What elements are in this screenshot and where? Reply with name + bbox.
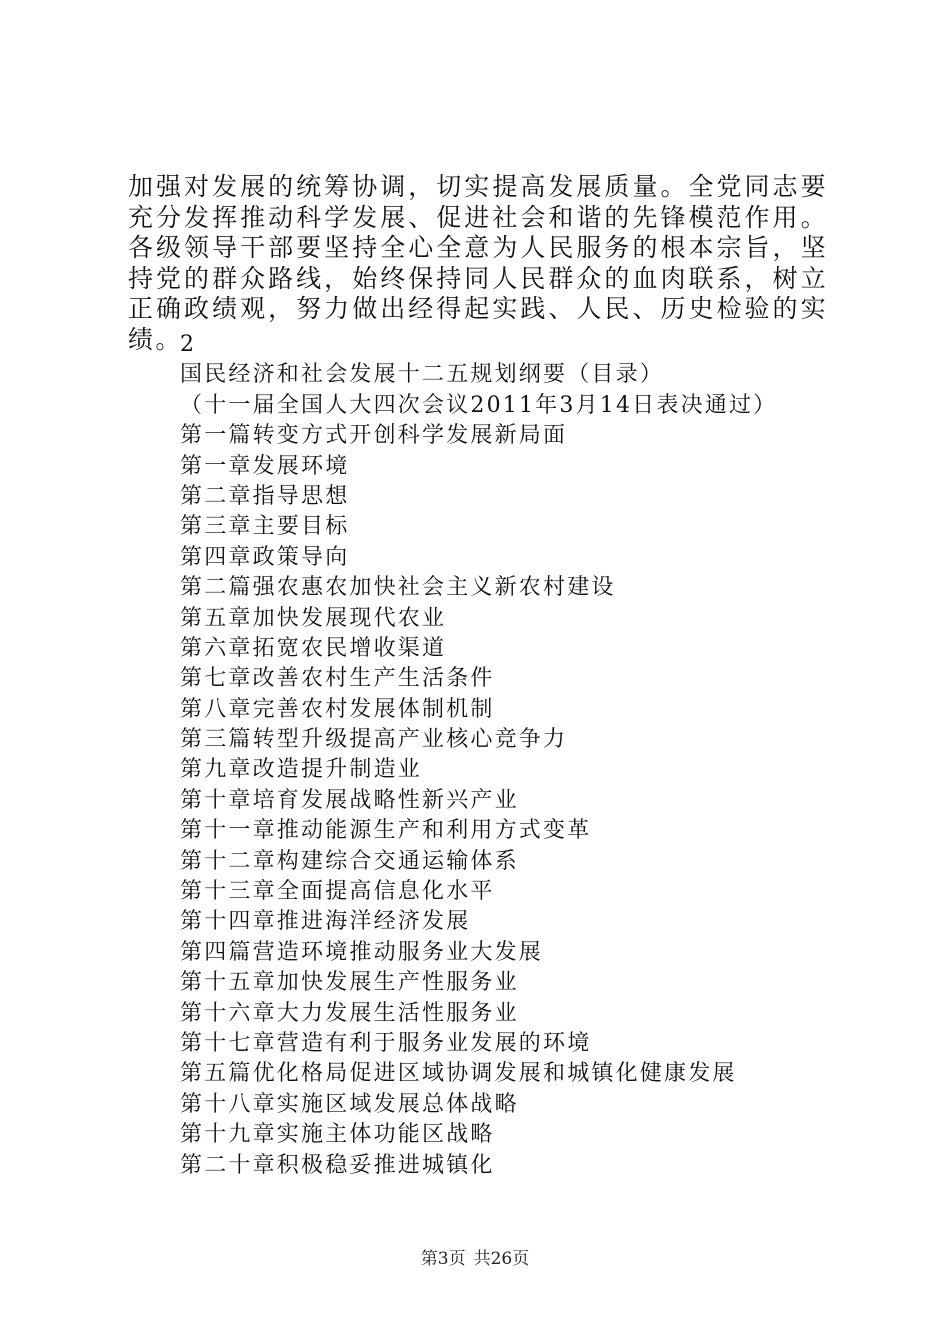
outline-line: 第四篇营造环境推动服务业大发展 [180,939,544,965]
outline-line: 第十八章实施区域发展总体战略 [180,1091,519,1117]
outline-line: 第十三章全面提高信息化水平 [180,879,495,905]
outline-line: 第三篇转型升级提高产业核心竞争力 [180,727,568,753]
document-subtitle: （十一届全国人大四次会议2011年3月14日表决通过） [180,392,778,418]
outline-line: 第五章加快发展现代农业 [180,605,447,631]
page-footer [0,1244,950,1269]
outline-line: 第十九章实施主体功能区战略 [180,1122,495,1148]
outline-line: 第七章改善农村生产生活条件 [180,666,495,692]
outline-line: 第五篇优化格局促进区域协调发展和城镇化健康发展 [180,1061,737,1087]
page-number: 第3页 [420,1249,466,1269]
outline-line: 第一篇转变方式开创科学发展新局面 [180,423,568,449]
outline-line: 第十四章推进海洋经济发展 [180,909,471,935]
outline-line: 第十一章推动能源生产和利用方式变革 [180,818,592,844]
outline-line: 第六章拓宽农民增收渠道 [180,635,447,661]
outline-line: 第十章培育发展战略性新兴产业 [180,787,519,813]
page-total: 共26页 [473,1249,530,1269]
outline-line: 第三章主要目标 [180,514,350,540]
outline-line: 第十二章构建综合交通运输体系 [180,848,519,874]
outline-line: 第十七章营造有利于服务业发展的环境 [180,1030,592,1056]
body-paragraph: 加强对发展的统筹协调，切实提高发展质量。全党同志要充分发挥推动科学发展、促进社会和谐的先锋模范作用。各级领导干部要坚持全心全意为人民服务的根本宗旨，坚持党的群众路线，始终保持同人民群众的血肉联系，树立正确政绩观，努力做出经得起实践、人民、历史检验的实绩。 [128,172,828,354]
outline-line: 第十五章加快发展生产性服务业 [180,970,519,996]
outline-line: 第四章政策导向 [180,544,350,570]
outline-list [180,330,777,1181]
outline-line: 第一章发展环境 [180,453,350,479]
document-title: 国民经济和社会发展十二五规划纲要（目录） [180,362,665,388]
outline-line: 第二篇强农惠农加快社会主义新农村建设 [180,575,616,601]
outline-line: 第十六章大力发展生活性服务业 [180,1000,519,1026]
outline-line: 第八章完善农村发展体制机制 [180,696,495,722]
page-marker: 2 [180,332,197,357]
outline-line: 第二章指导思想 [180,483,350,509]
outline-line: 第二十章积极稳妥推进城镇化 [180,1152,495,1178]
outline-line: 第九章改造提升制造业 [180,757,423,783]
